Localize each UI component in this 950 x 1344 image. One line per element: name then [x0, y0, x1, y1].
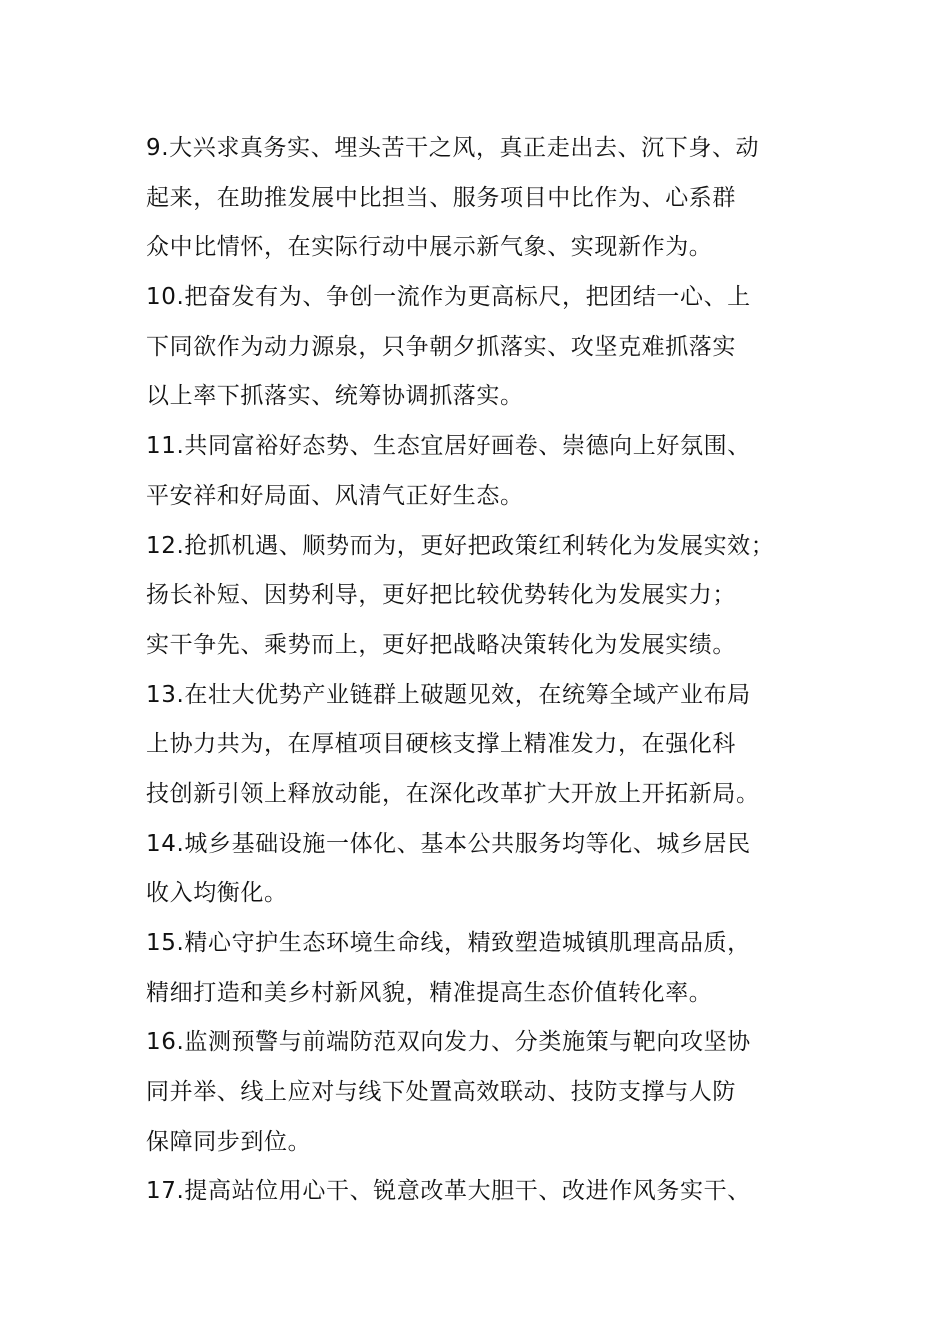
text-line: 众中比情怀，在实际行动中展示新气象、实现新作为。	[146, 234, 713, 261]
text-line-item-12: 12.抢抓机遇、顺势而为，更好把政策红利转化为发展实效；	[146, 532, 775, 559]
text-line: 上协力共为，在厚植项目硬核支撑上精准发力，在强化科	[146, 731, 736, 758]
text-line: 收入均衡化。	[146, 880, 288, 907]
text-line-item-15: 15.精心守护生态环境生命线，精致塑造城镇肌理高品质，	[146, 930, 751, 956]
text-line-item-13: 13.在壮大优势产业链群上破题见效，在统筹全域产业布局	[146, 681, 751, 708]
text-line: 平安祥和好局面、风清气正好生态。	[146, 482, 524, 509]
text-line: 下同欲作为动力源泉，只争朝夕抓落实、攻坚克难抓落实	[146, 333, 736, 360]
text-line: 同并举、线上应对与线下处置高效联动、技防支撑与人防	[146, 1079, 736, 1106]
text-line-item-9: 9.大兴求真务实、埋头苦干之风，真正走出去、沉下身、动	[146, 135, 760, 161]
text-line: 精细打造和美乡村新风貌，精准提高生态价值转化率。	[146, 979, 713, 1006]
text-line: 扬长补短、因势利导，更好把比较优势转化为发展实力；	[146, 582, 736, 609]
text-line: 实干争先、乘势而上，更好把战略决策转化为发展实绩。	[146, 631, 736, 658]
document-body	[146, 124, 846, 1217]
text-line: 保障同步到位。	[146, 1128, 312, 1155]
text-line-item-14: 14.城乡基础设施一体化、基本公共服务均等化、城乡居民	[146, 830, 751, 857]
text-line-item-17: 17.提高站位用心干、锐意改革大胆干、改进作风务实干、	[146, 1178, 751, 1205]
text-line: 起来，在助推发展中比担当、服务项目中比作为、心系群	[146, 184, 736, 211]
text-line: 技创新引领上释放动能，在深化改革扩大开放上开拓新局。	[146, 780, 760, 807]
text-line-item-10: 10.把奋发有为、争创一流作为更高标尺，把团结一心、上	[146, 284, 751, 311]
text-line-item-16: 16.监测预警与前端防范双向发力、分类施策与靶向攻坚协	[146, 1029, 751, 1056]
text-line-item-11: 11.共同富裕好态势、生态宜居好画卷、崇德向上好氛围、	[146, 433, 751, 460]
text-line: 以上率下抓落实、统筹协调抓落实。	[146, 383, 524, 410]
